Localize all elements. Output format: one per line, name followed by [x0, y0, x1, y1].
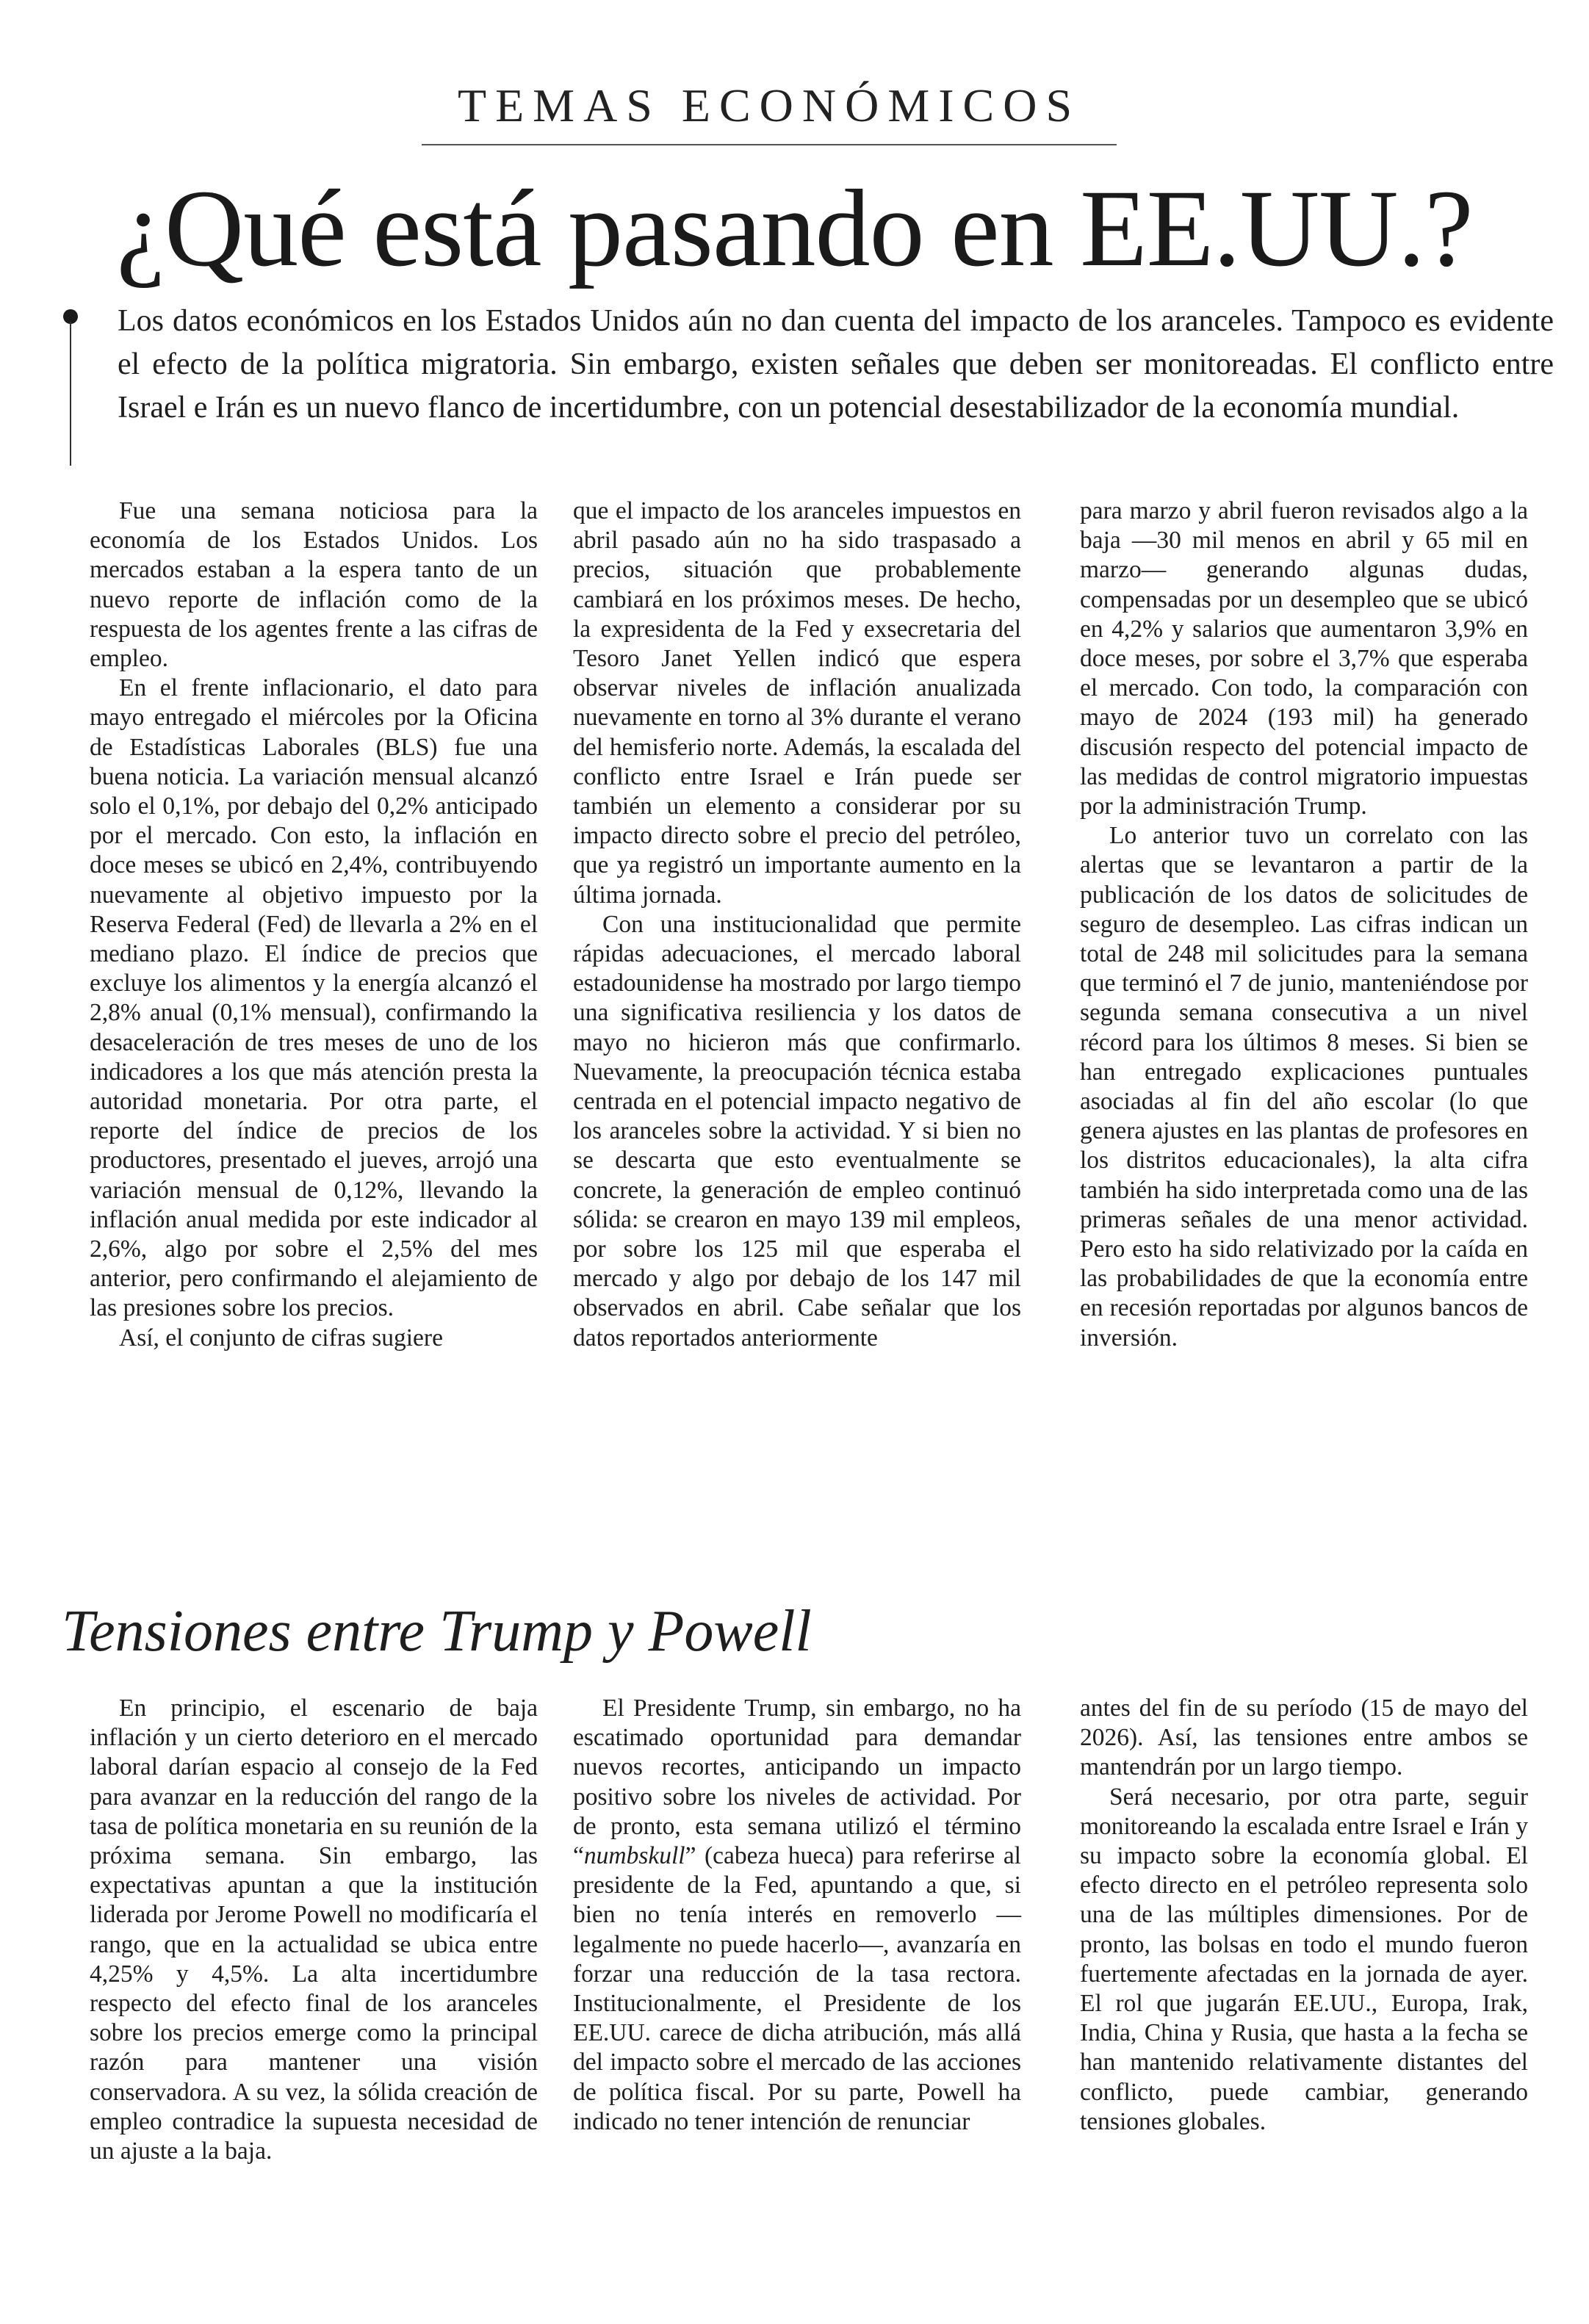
paragraph: En principio, el escenario de baja inflación y un cierto deterioro en el mercado laboral darían espacio al consejo de la Fed para avanzar en la reducción del rango de la tasa de política monetaria en su reunión de la próxima semana. Sin embargo, las expectativas apuntan a que la institución liderada por Jerome Powell no modificaría el rango, que en la actualidad se ubica entre 4,25% y 4,5%. La alta incertidumbre respecto del efecto final de los aranceles sobre los precios emerge como la principal razón para mantener una visión conservadora. A su vez, la sólida creación de empleo contradice la supuesta necesidad de un ajuste a la baja.: [90, 1695, 538, 2165]
section-label: TEMAS ECONÓMICOS: [457, 79, 1081, 131]
paragraph: Fue una semana noticiosa para la economía de los Estados Unidos. Los mercados estaban a la espera tanto de un nuevo reporte de inflación como de la respuesta de los agentes frente a las cifras de empleo.: [90, 497, 538, 673]
article-column-5: [573, 1694, 1021, 2179]
article-title: ¿Qué está pasando en EE.UU.?: [116, 167, 1473, 289]
paragraph: para marzo y abril fueron revisados algo a la baja —30 mil menos en abril y 65 mil en marzo— generando algunas dudas, compensadas por un desempleo que se ubicó en 4,2% y salarios que aumentaron 3,9% en doce meses, por sobre el 3,7% que esperaba el mercado. Con todo, la comparación con mayo de 2024 (193 mil) ha generado discusión respecto del potencial impacto de las medidas de control migratorio impuestas por la administración Trump.: [1080, 497, 1528, 820]
section-divider: [422, 144, 1117, 145]
paragraph: [573, 1694, 1021, 2137]
article-column-3: [1080, 497, 1528, 1554]
paragraph: Con una institucionalidad que permite rápidas adecuaciones, el mercado laboral estadounidense ha mostrado por largo tiempo una significativa resiliencia y los datos de mayo no hicieron más que confirmarlo. Nuevamente, la preocupación técnica estaba centrada en el potencial impacto negativo de los aranceles sobre la actividad. Y si bien no se descarta que esto eventualmente se concrete, la generación de empleo continuó sólida: se crearon en mayo 139 mil empleos, por sobre los 125 mil que esperaba el mercado y algo por debajo de los 147 mil observados en abril. Cabe señalar que los datos reportados anteriormente: [573, 910, 1021, 1352]
text-run: El Presidente Trump, sin embargo, no ha escatimado oportunidad para demandar nuevos recortes, anticipando un impacto positivo sobre los niveles de actividad. Por de pronto, esta semana utilizó el término “: [573, 1695, 1021, 1870]
article-column-2: [573, 497, 1021, 1554]
section-subheading: Tensiones entre Trump y Powell: [62, 1599, 812, 1664]
quoted-term: numbskull: [583, 1842, 685, 1870]
text-run: ” (cabeza hueca) para referirse al presidente de la Fed, apuntando a que, si bien no tenía interés en removerlo —legalmente no puede hacerlo—, avanzaría en forzar una reducción de la tasa rectora. Institucionalmente, el Presidente de los EE.UU. carece de dicha atribución, más allá del impacto sobre el mercado de las acciones de política fiscal. Por su parte, Powell ha indicado no tener intención de renunciar: [573, 1842, 1021, 2135]
article-column-1: [90, 497, 538, 1554]
paragraph: que el impacto de los aranceles impuestos en abril pasado aún no ha sido traspasado a precios, situación que probablemente cambiará en los próximos meses. De hecho, la expresidenta de la Fed y exsecretaria del Tesoro Janet Yellen indicó que espera observar niveles de inflación anualizada nuevamente en torno al 3% durante el verano del hemisferio norte. Además, la escalada del conflicto entre Israel e Irán puede ser también un elemento a considerar por su impacto directo sobre el precio del petróleo, que ya registró un importante aumento en la última jornada.: [573, 497, 1021, 909]
paragraph: antes del fin de su período (15 de mayo del 2026). Así, las tensiones entre ambos se mantendrán por un largo tiempo.: [1080, 1695, 1528, 1781]
article-lead: Los datos económicos en los Estados Unidos aún no dan cuenta del impacto de los aranceles. Tampoco es evidente el efecto de la política migratoria. Sin embargo, existen señales que deben ser monitoreadas. El conflicto entre Israel e Irán es un nuevo flanco de incertidumbre, con un potencial desestabilizador de la economía mundial.: [118, 304, 1554, 425]
paragraph: Será necesario, por otra parte, seguir monitoreando la escalada entre Israel e Irán y su impacto sobre la economía global. El efecto directo en el petróleo representa solo una de las múltiples dimensiones. Por de pronto, las bolsas en todo el mundo fueron fuertemente afectadas en la jornada de ayer. El rol que jugarán EE.UU., Europa, Irak, India, China y Rusia, que hasta a la fecha se han mantenido relativamente distantes del conflicto, puede cambiar, generando tensiones globales.: [1080, 1783, 1528, 2135]
section-header: [422, 79, 1117, 145]
paragraph: En el frente inflacionario, el dato para mayo entregado el miércoles por la Oficina de Estadísticas Laborales (BLS) fue una buena noticia. La variación mensual alcanzó solo el 0,1%, por debajo del 0,2% anticipado por el mercado. Con esto, la inflación en doce meses se ubicó en 2,4%, contribuyendo nuevamente al objetivo impuesto por la Reserva Federal (Fed) de llevarla a 2% en el mediano plazo. El índice de precios que excluye los alimentos y la energía alcanzó el 2,8% anual (0,1% mensual), confirmando la desaceleración de tres meses de uno de los indicadores a los que más atención presta la autoridad monetaria. Por otra parte, el reporte del índice de precios de los productores, presentado el jueves, arrojó una variación mensual de 0,12%, llevando la inflación anual medida por este indicador al 2,6%, algo por sobre el 2,5% del mes anterior, pero confirmando el alejamiento de las presiones sobre los precios.: [90, 674, 538, 1322]
article-column-6: [1080, 1694, 1528, 2179]
paragraph: Así, el conjunto de cifras sugiere: [119, 1324, 443, 1352]
lead-vertical-rule: [70, 322, 71, 466]
paragraph: Lo anterior tuvo un correlato con las alertas que se levantaron a partir de la publicación de los datos de solicitudes de seguro de desempleo. Las cifras indican un total de 248 mil solicitudes para la semana que terminó el 7 de junio, manteniéndose por segunda semana consecutiva a un nivel récord para los últimos 8 meses. Si bien se han entregado explicaciones puntuales asociadas al fin del año escolar (lo que genera ajustes en las plantas de profesores en los distritos educacionales), la alta cifra también ha sido interpretada como una de las primeras señales de una menor actividad. Pero esto ha sido relativizado por la caída en las probabilidades de que la economía entre en recesión reportadas por algunos bancos de inversión.: [1080, 822, 1528, 1352]
article-column-4: [90, 1694, 538, 2179]
